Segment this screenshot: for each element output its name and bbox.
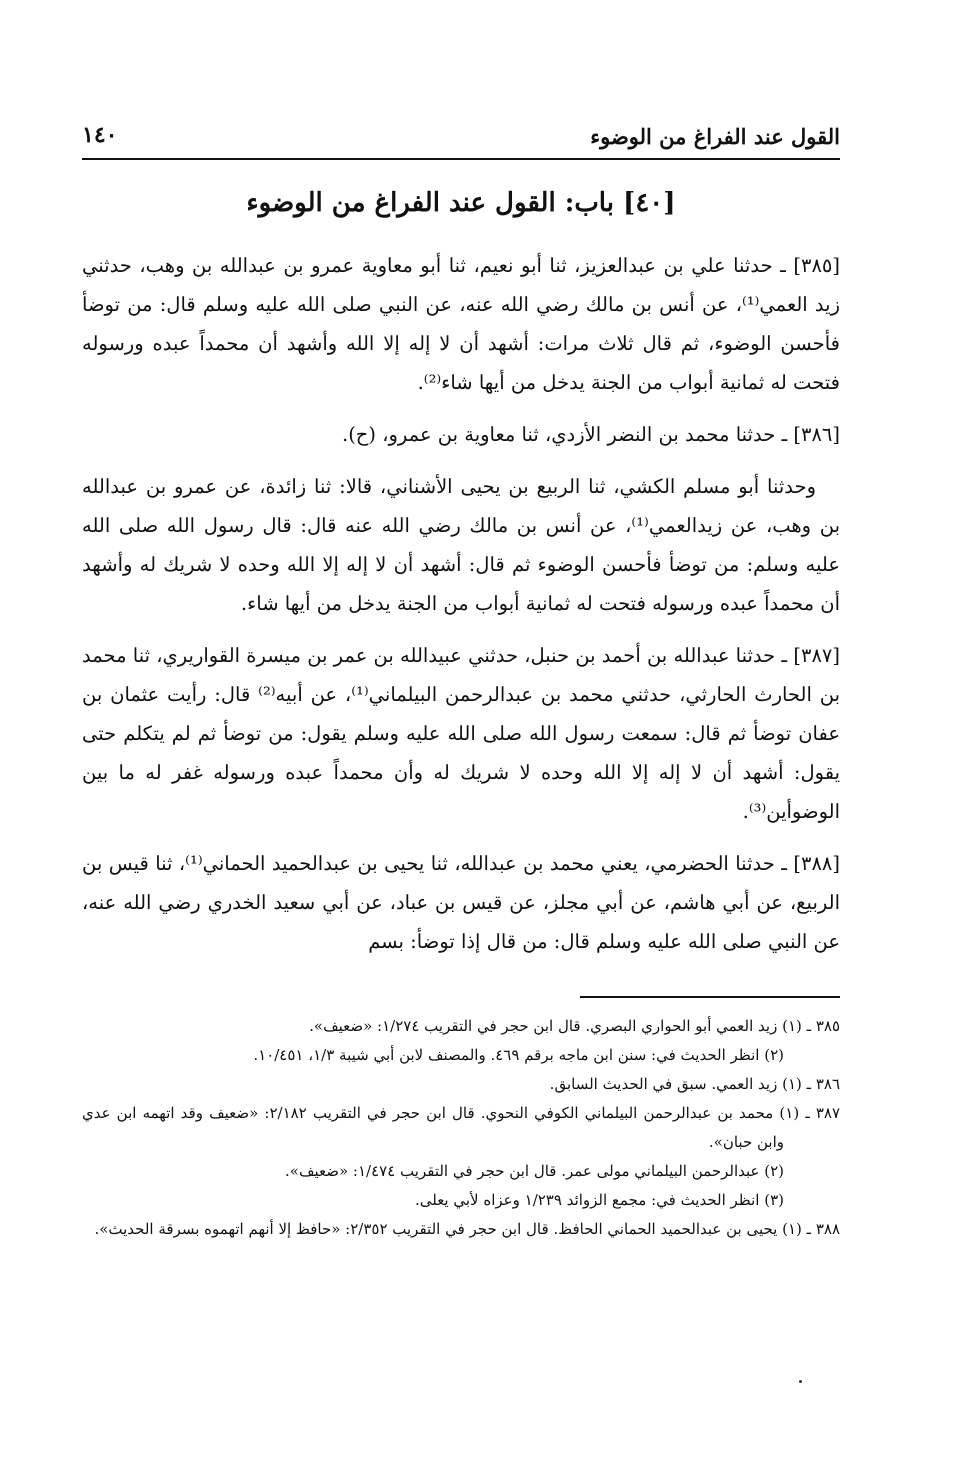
footnote-388-1: ٣٨٨ ـ (١) يحيى بن عبدالحميد الحماني الحافظ. قال ابن حجر في التقريب ٢/٣٥٢: «حافظ إلا أنهم اتهموه بسرقة الحديث».	[94, 1220, 840, 1238]
scan-speck	[799, 1380, 802, 1383]
footnote-385-2: (٢) انظر الحديث في: سنن ابن ماجه برقم ٤٦٩. والمصنف لابن أبي شيبة ١/٣، ١٠/٤٥١.	[253, 1046, 784, 1064]
header-rule	[82, 158, 840, 160]
footnote-385-1: ٣٨٥ ـ (١) زيد العمي أبو الحواري البصري. قال ابن حجر في التقريب ١/٢٧٤: «ضعيف».	[309, 1017, 840, 1035]
footnote-387-1: ٣٨٧ ـ (١) محمد بن عبدالرحمن البيلماني الكوفي النحوي. قال ابن حجر في التقريب ٢/١٨٢: «ضعيف وقد اتهمه ابن عدي وابن حبان».	[82, 1104, 841, 1151]
running-header	[82, 118, 840, 158]
hadith-385: [٣٨٥] ـ حدثنا علي بن عبدالعزيز، ثنا أبو نعيم، ثنا أبو معاوية عمرو بن عبدالله بن وهب، حدثني زيد العمي⁽¹⁾، عن أنس بن مالك رضي الله عنه، عن النبي صلى الله عليه وسلم قال: من توضأ فأحسن الوضوء، ثم قال ثلاث مرات: أشهد أن لا إله إلا الله وأشهد أن محمداً عبده ورسوله فتحت له ثمانية أبواب من الجنة يدخل من أيها شاء⁽²⁾.	[82, 254, 841, 394]
footnote-rule	[580, 996, 840, 998]
footnote-387-2: (٢) عبدالرحمن البيلماني مولى عمر. قال ابن حجر في التقريب ١/٤٧٤: «ضعيف».	[285, 1162, 784, 1180]
footnote-386-1: ٣٨٦ ـ (١) زيد العمي. سبق في الحديث السابق.	[549, 1075, 840, 1093]
footnote-387-3: (٣) انظر الحديث في: مجمع الزوائد ١/٢٣٩ وعزاه لأبي يعلى.	[414, 1191, 784, 1209]
running-title: القول عند الفراغ من الوضوء	[590, 124, 840, 149]
hadith-386: [٣٨٦] ـ حدثنا محمد بن النضر الأزدي، ثنا معاوية بن عمرو، (ح).	[342, 423, 840, 446]
hadith-body	[82, 246, 840, 974]
page-number: ١٤٠	[82, 122, 118, 148]
hadith-387: [٣٨٧] ـ حدثنا عبدالله بن أحمد بن حنبل، حدثني عبيدالله بن عمر بن ميسرة القواريري، ثنا محمد بن الحارث الحارثي، حدثني محمد بن عبدالرحمن البيلماني⁽¹⁾، عن أبيه⁽²⁾ قال: رأيت عثمان بن عفان توضأ ثم قال: سمعت رسول الله صلى الله عليه وسلم يقول: من توضأ ثم لم يتكلم حتى يقول: أشهد أن لا إله إلا الله وحده لا شريك له وأن محمداً عبده ورسوله غفر له ما بين الوضوأين⁽³⁾.	[82, 644, 840, 823]
footnotes	[82, 1012, 840, 1244]
hadith-386-continuation: وحدثنا أبو مسلم الكشي، ثنا الربيع بن يحيى الأشناني، قالا: ثنا زائدة، عن عمرو بن عبدالله بن وهب، عن زيدالعمي⁽¹⁾، عن أنس بن مالك رضي الله عنه قال: قال رسول الله صلى الله عليه وسلم: من توضأ فأحسن الوضوء ثم قال: أشهد أن لا إله إلا الله وحده لا شريك له وأشهد أن محمداً عبده ورسوله فتحت له ثمانية أبواب من الجنة يدخل من أيها شاء.	[82, 475, 840, 615]
hadith-388: [٣٨٨] ـ حدثنا الحضرمي، يعني محمد بن عبدالله، ثنا يحيى بن عبدالحميد الحماني⁽¹⁾، ثنا قيس بن الربيع، عن أبي هاشم، عن أبي مجلز، عن قيس بن عباد، عن أبي سعيد الخدري رضي الله عنه، عن النبي صلى الله عليه وسلم قال: من قال إذا توضأ: بسم	[82, 852, 841, 953]
chapter-title: [٤٠] باب: القول عند الفراغ من الوضوء	[246, 188, 676, 218]
